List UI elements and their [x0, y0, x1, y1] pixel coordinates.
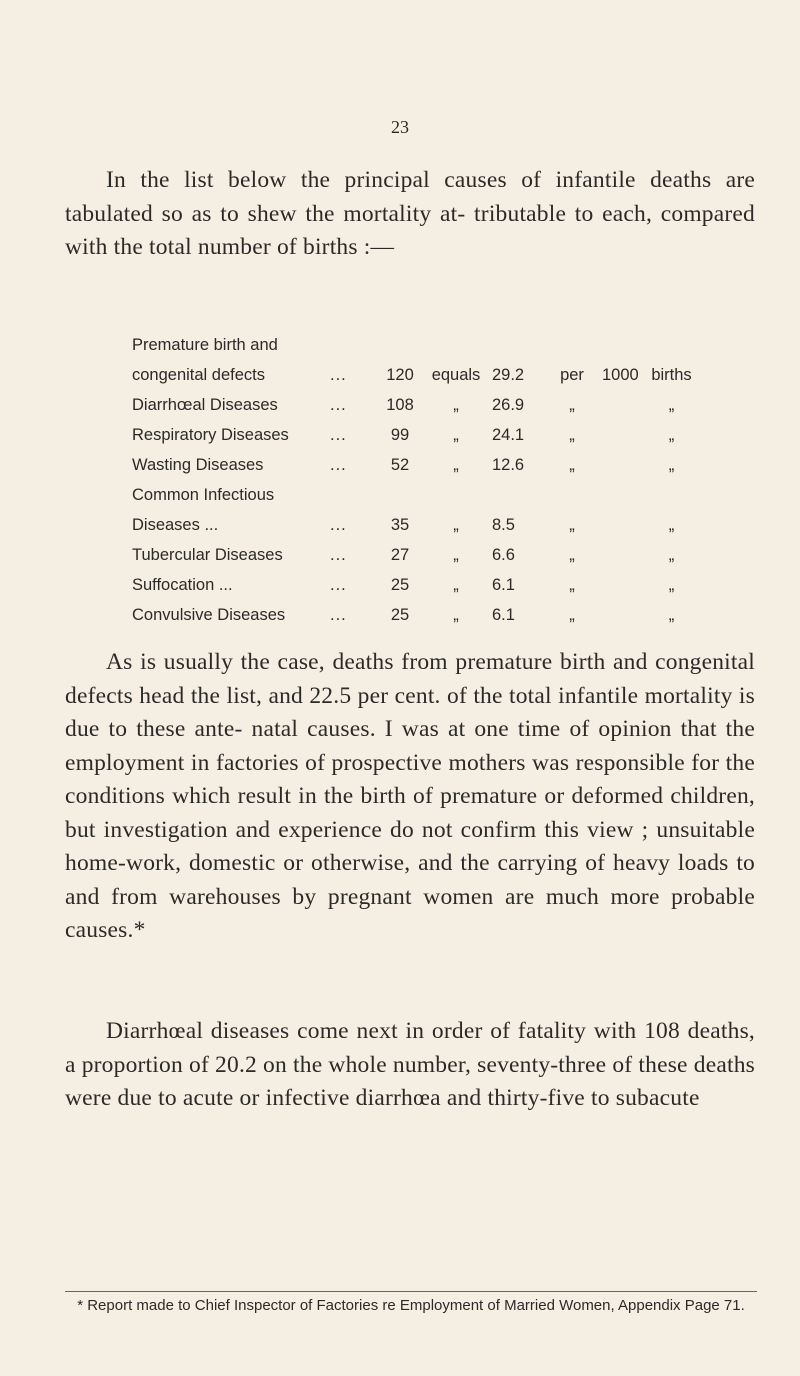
table-row [132, 355, 699, 385]
births-cell: „ [668, 426, 675, 444]
table-row [132, 325, 699, 355]
table-row [132, 505, 699, 535]
equals-cell: „ [453, 606, 459, 624]
leader-dots: ... [330, 396, 347, 414]
thousand-cell [602, 505, 644, 535]
rate-cell: 6.1 [492, 606, 515, 624]
births-cell: „ [668, 516, 675, 534]
cause-cell: Tubercular Diseases [132, 546, 283, 564]
table-row [132, 595, 699, 625]
page-number: 23 [391, 117, 409, 137]
equals-cell: „ [453, 456, 459, 474]
leader-dots: ... [330, 576, 347, 594]
rate-cell: 12.6 [492, 456, 525, 474]
table-row [132, 475, 699, 505]
diarrhoeal-paragraph: Diarrhœal diseases come next in order of fatality with 108 deaths, a proportion of 20.2 on the whole number, seventy-three of these deaths were due to acute or infective diarrhœa and thirty-five to subacute [65, 1018, 755, 1111]
leader-dots: ... [330, 426, 347, 444]
deaths-count: 120 [386, 366, 414, 384]
thousand-cell [602, 475, 644, 505]
deaths-count: 25 [390, 606, 410, 624]
table-row [132, 535, 699, 565]
births-cell [644, 325, 699, 355]
footnote: * Report made to Chief Inspector of Factories re Employment of Married Women, Appendix Page 71. [77, 1297, 745, 1314]
thousand-cell: 1000 [602, 366, 639, 384]
per-cell: „ [569, 456, 575, 474]
per-cell [542, 325, 602, 355]
table-row [132, 415, 699, 445]
infant-deaths-table [132, 325, 699, 625]
per-cell: „ [569, 396, 575, 414]
thousand-cell [602, 595, 644, 625]
deaths-count: 25 [390, 576, 410, 594]
births-cell: „ [668, 606, 675, 624]
per-cell: „ [569, 576, 575, 594]
thousand-cell [602, 325, 644, 355]
rate-cell: 6.1 [492, 576, 515, 594]
rate-cell: 6.6 [492, 546, 515, 564]
rate-cell: 29.2 [492, 366, 525, 384]
births-cell: births [651, 366, 692, 384]
table-row [132, 385, 699, 415]
deaths-count: 27 [390, 546, 410, 564]
thousand-cell [602, 415, 644, 445]
deaths-count [380, 325, 420, 355]
per-cell: „ [569, 516, 575, 534]
deaths-count [380, 475, 420, 505]
cause-cell: Wasting Diseases [132, 456, 264, 474]
cause-cell: Common Infectious [132, 486, 275, 504]
births-cell [644, 475, 699, 505]
rate-cell: 26.9 [492, 396, 525, 414]
thousand-cell [602, 535, 644, 565]
cause-cell: Respiratory Diseases [132, 426, 289, 444]
cause-cell: congenital defects [132, 366, 266, 384]
per-cell: „ [569, 606, 575, 624]
thousand-cell [602, 565, 644, 595]
per-cell: per [560, 366, 584, 384]
births-cell: „ [668, 576, 675, 594]
rate-cell [492, 475, 542, 505]
leader-dots: ... [330, 366, 347, 384]
rate-cell: 24.1 [492, 426, 525, 444]
cause-cell: Diseases ... [132, 516, 219, 534]
deaths-count: 35 [390, 516, 410, 534]
cause-cell: Premature birth and [132, 336, 278, 354]
equals-cell: „ [453, 426, 459, 444]
equals-cell: „ [453, 396, 459, 414]
footnote-divider [65, 1291, 757, 1292]
leader-dots [330, 325, 380, 355]
rate-cell [492, 325, 542, 355]
rate-cell: 8.5 [492, 516, 515, 534]
equals-cell [420, 325, 492, 355]
thousand-cell [602, 445, 644, 475]
leader-dots: ... [330, 456, 347, 474]
equals-cell [420, 475, 492, 505]
table-row [132, 565, 699, 595]
per-cell [542, 475, 602, 505]
deaths-count: 52 [390, 456, 410, 474]
leader-dots: ... [330, 516, 347, 534]
table-row [132, 445, 699, 475]
births-cell: „ [668, 456, 675, 474]
intro-paragraph: In the list below the principal causes of infantile deaths are tabulated so as to shew the mortality at- tributable to each, compared with the total number of births :— [65, 167, 755, 260]
premature-birth-paragraph: As is usually the case, deaths from premature birth and congenital defects head the list, and 22.5 per cent. of the total infantile mortality is due to these ante- natal causes. I was at one time of opinion that the employment in factories of prospective mothers was responsible for the conditions which result in the birth of premature or deformed children, but investigation and experience do not confirm this view ; unsuitable home-work, domestic or otherwise, and the carrying of heavy loads to and from warehouses by pregnant women are much more probable causes.* [65, 649, 755, 943]
equals-cell: equals [431, 366, 481, 384]
equals-cell: „ [453, 546, 459, 564]
cause-cell: Convulsive Diseases [132, 606, 286, 624]
deaths-count: 99 [390, 426, 410, 444]
equals-cell: „ [453, 516, 459, 534]
leader-dots: ... [330, 606, 347, 624]
births-cell: „ [668, 546, 675, 564]
cause-cell: Diarrhœal Diseases [132, 396, 278, 414]
leader-dots [330, 475, 380, 505]
deaths-count: 108 [386, 396, 414, 414]
per-cell: „ [569, 546, 575, 564]
equals-cell: „ [453, 576, 459, 594]
thousand-cell [602, 385, 644, 415]
per-cell: „ [569, 426, 575, 444]
births-cell: „ [668, 396, 675, 414]
leader-dots: ... [330, 546, 347, 564]
cause-cell: Suffocation ... [132, 576, 233, 594]
